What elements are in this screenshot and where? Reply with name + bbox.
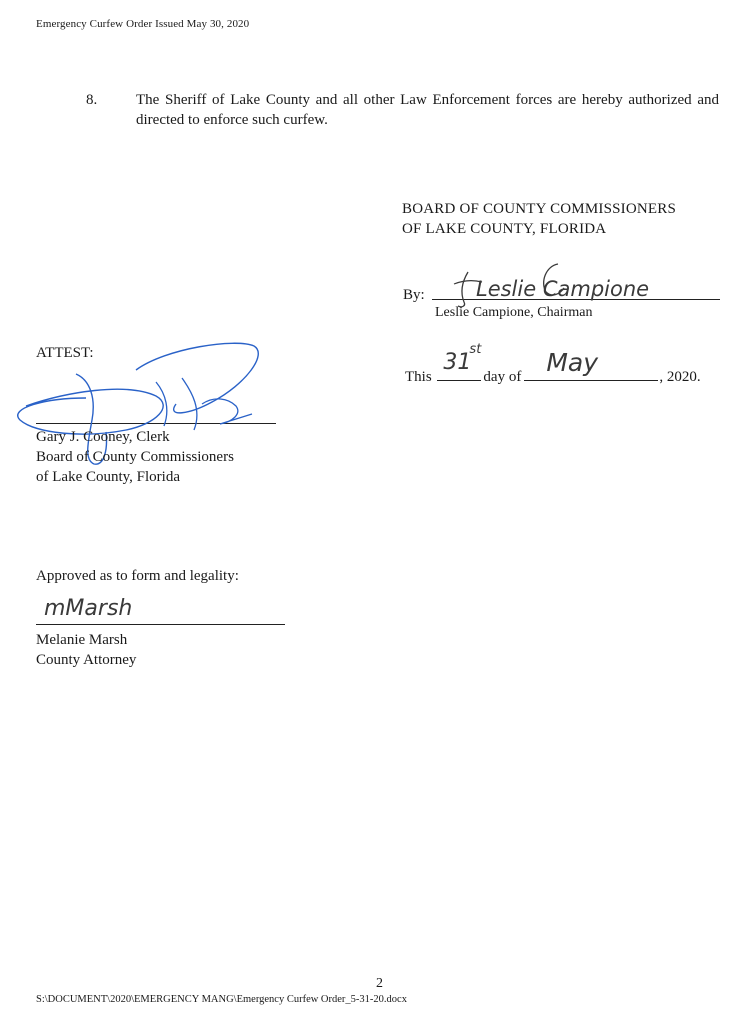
board-heading xyxy=(402,199,676,239)
chair-signature xyxy=(440,258,710,308)
item-text: The Sheriff of Lake County and all other Law Enforcement forces are hereby authorized and directed to enforce such curfew. xyxy=(136,92,719,128)
clerk-board: Board of County Commissioners xyxy=(36,449,234,465)
board-line-2: OF LAKE COUNTY, FLORIDA xyxy=(402,221,607,237)
month-handwritten: May xyxy=(546,348,599,377)
day-handwritten: 31 xyxy=(443,350,472,375)
attorney-block xyxy=(36,630,136,670)
day-blank xyxy=(437,342,482,381)
by-label: By: xyxy=(403,287,425,303)
clerk-name: Gary J. Cooney, Clerk xyxy=(36,429,170,445)
chair-caption: Leslie Campione, Chairman xyxy=(435,305,593,320)
attorney-signature-line xyxy=(36,624,285,625)
attorney-title: County Attorney xyxy=(36,652,137,668)
day-suffix-handwritten: st xyxy=(469,342,482,357)
attest-label: ATTEST: xyxy=(36,345,94,361)
approval-label: Approved as to form and legality: xyxy=(36,568,239,584)
running-header: Emergency Curfew Order Issued May 30, 2020 xyxy=(36,18,250,30)
item-number: 8. xyxy=(86,92,98,108)
footer-file-path: S:\DOCUMENT\2020\EMERGENCY MANG\Emergency Curfew Order_5-31-20.docx xyxy=(36,994,407,1005)
attorney-name: Melanie Marsh xyxy=(36,632,128,648)
page-number: 2 xyxy=(376,976,383,991)
chair-signature-text: Leslie Campione xyxy=(476,277,650,301)
attorney-signature: mMarsh xyxy=(44,596,133,621)
month-blank xyxy=(524,348,658,381)
date-suffix: , 2020. xyxy=(659,369,701,385)
date-prefix: This xyxy=(405,369,432,385)
clerk-county: of Lake County, Florida xyxy=(36,469,181,485)
clerk-block xyxy=(36,427,234,487)
board-line-1: BOARD OF COUNTY COMMISSIONERS xyxy=(402,201,677,217)
date-middle: day of xyxy=(483,369,522,385)
date-line xyxy=(405,342,701,386)
